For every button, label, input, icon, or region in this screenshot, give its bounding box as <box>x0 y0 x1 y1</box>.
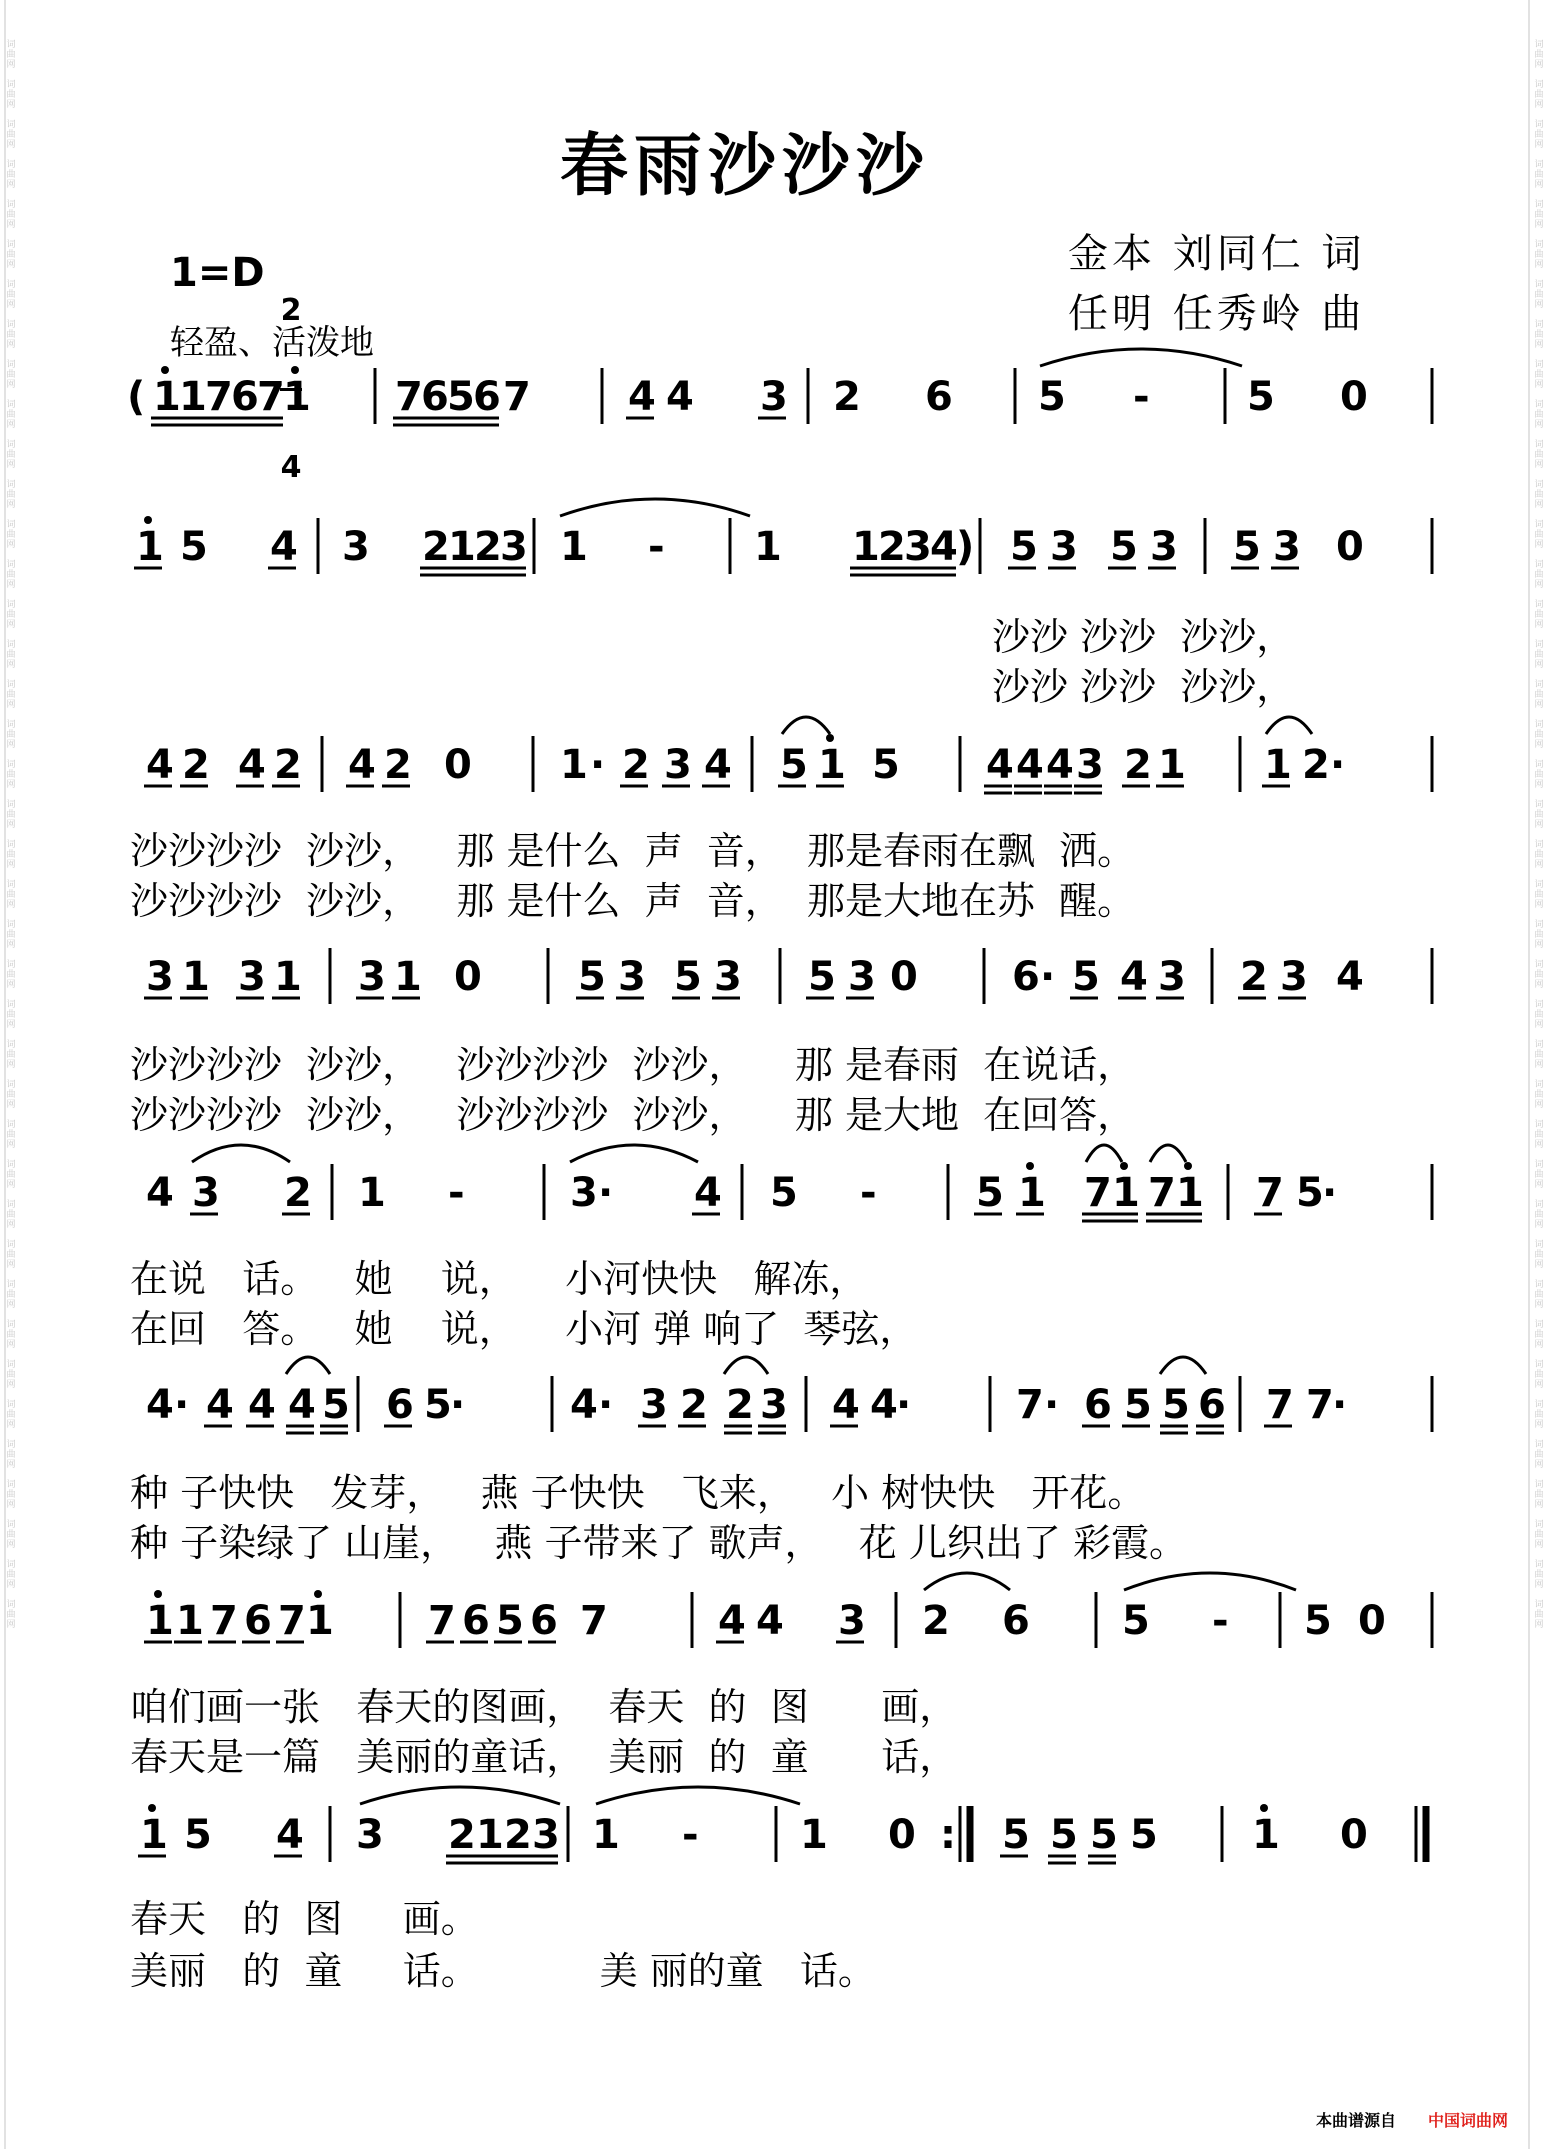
notation-symbol: : <box>940 1812 956 1858</box>
note: 0 <box>1340 374 1368 420</box>
note: 6 <box>462 1598 490 1644</box>
note: 7 <box>503 374 531 420</box>
note: 6 <box>244 1598 272 1644</box>
note: 3 <box>238 954 266 1000</box>
note: 5 <box>1072 954 1100 1000</box>
notation-symbol: · <box>1040 954 1056 1000</box>
note: 3 <box>760 1382 788 1428</box>
notation-symbol: · <box>896 1382 912 1428</box>
note: 1 <box>182 954 210 1000</box>
notation-symbol: - <box>448 1170 465 1216</box>
note: 4 <box>1046 742 1074 788</box>
notation-symbol: - <box>860 1170 877 1216</box>
note: 3 <box>1050 524 1078 570</box>
octave-dot <box>314 1590 322 1598</box>
note: 1 <box>1018 1170 1046 1216</box>
note: 3 <box>714 954 742 1000</box>
note: 4 <box>570 1382 598 1428</box>
note: 0 <box>890 954 918 1000</box>
note: 5 <box>1304 1598 1332 1644</box>
slur <box>596 1787 800 1804</box>
note: 4 <box>1120 954 1148 1000</box>
note: 6 <box>530 1598 558 1644</box>
octave-dot <box>148 1804 156 1812</box>
notation-symbol: · <box>1330 742 1346 788</box>
notation-symbol: · <box>1332 1382 1348 1428</box>
note: 4 <box>270 524 298 570</box>
note: 2 <box>422 524 450 570</box>
note: 3 <box>618 954 646 1000</box>
note: 5 <box>1124 1382 1152 1428</box>
note: 1 <box>358 1170 386 1216</box>
note: 1 <box>448 524 476 570</box>
note: 7 <box>1084 1170 1112 1216</box>
note: 0 <box>1336 524 1364 570</box>
lyric-line-2a: 沙沙 沙沙 沙沙， <box>992 615 1295 659</box>
note: 6 <box>386 1382 414 1428</box>
octave-dot <box>1184 1162 1192 1170</box>
note: 6 <box>1002 1598 1030 1644</box>
note: 1 <box>560 524 588 570</box>
note: 5 <box>872 742 900 788</box>
note: 0 <box>454 954 482 1000</box>
note: 6 <box>231 374 259 420</box>
note: 3 <box>904 524 932 570</box>
note: 4 <box>666 374 694 420</box>
note: 5 <box>578 954 606 1000</box>
note: 2 <box>726 1382 754 1428</box>
lyric-line-4b: 沙沙沙沙 沙沙， 沙沙沙沙 沙沙， 那 是大地 在回答， <box>130 1093 1136 1137</box>
note: 1 <box>306 1598 334 1644</box>
note: 0 <box>444 742 472 788</box>
note: 5 <box>674 954 702 1000</box>
note: 5 <box>808 954 836 1000</box>
octave-dot <box>1026 1162 1034 1170</box>
note: 1 <box>136 524 164 570</box>
note: 3 <box>146 954 174 1000</box>
note: 3 <box>358 954 386 1000</box>
note: 7 <box>428 1598 456 1644</box>
note: 5 <box>1122 1598 1150 1644</box>
note: 2 <box>474 524 502 570</box>
note: 4 <box>348 742 376 788</box>
note: 4 <box>986 742 1014 788</box>
note: 4 <box>248 1382 276 1428</box>
note: 2 <box>284 1170 312 1216</box>
note: 4 <box>206 1382 234 1428</box>
note: 1 <box>179 374 207 420</box>
note: 3 <box>760 374 788 420</box>
note: 1 <box>560 742 588 788</box>
left-watermark: 词 曲 网 词 曲 网 词 曲 网 词 曲 网 词 曲 网 词 曲 网 词 曲 网 词 曲 网 词 曲 网 词 曲 网 词 曲 网 词 曲 网 词 曲 网 词 曲 网 词 曲 网 词 曲 网 词 曲 网 词 曲 网 词 曲 网 词 曲 网 词 曲 网 词 曲 网 词 曲 网 词 曲 网 词 曲 网 词 曲 网 词 曲 网 词 曲 网 词 曲 网 词 曲 网 词 曲 网 词 曲 网 词 曲 网 词 曲 网 词 曲 网 词 曲 网 词 曲 网 词 曲 网 词 曲 网 词 曲 网 <box>6 40 16 1630</box>
note: 1 <box>1176 1170 1204 1216</box>
lyricist-credit: 金本 刘同仁 词 <box>1068 231 1366 277</box>
note: 2 <box>680 1382 708 1428</box>
note: 7 <box>1148 1170 1176 1216</box>
slur <box>192 1145 290 1162</box>
note: 1 <box>176 1598 204 1644</box>
note: 1 <box>800 1812 828 1858</box>
note: 2 <box>1302 742 1330 788</box>
slur <box>570 1145 698 1162</box>
note: 5 <box>976 1170 1004 1216</box>
slur <box>1150 1145 1186 1162</box>
octave-dot <box>1260 1804 1268 1812</box>
footer-source-label: 本曲谱源自 <box>1316 2111 1397 2130</box>
note: 7 <box>1016 1382 1044 1428</box>
note: 5 <box>1002 1812 1030 1858</box>
note: 3 <box>532 1812 560 1858</box>
note: 1 <box>274 954 302 1000</box>
octave-dot <box>161 366 169 374</box>
note: 5 <box>1233 524 1261 570</box>
notation-symbol: ( <box>127 374 146 420</box>
note: 6 <box>1084 1382 1112 1428</box>
note: 3 <box>838 1598 866 1644</box>
note: 7 <box>205 374 233 420</box>
note: 7 <box>278 1598 306 1644</box>
notation-symbol: - <box>1212 1598 1229 1644</box>
lyric-line-6a: 种 子快快 发芽， 燕 子快快 飞来， 小 树快快 开花。 <box>130 1471 1146 1515</box>
note: 7 <box>1306 1382 1334 1428</box>
notation-symbol: - <box>648 524 665 570</box>
note: 4 <box>832 1382 860 1428</box>
notation-symbol: · <box>598 1170 614 1216</box>
note: 4 <box>870 1382 898 1428</box>
slur <box>1266 717 1312 734</box>
lyric-line-3a: 沙沙沙沙 沙沙， 那 是什么 声 音， 那是春雨在飘 洒。 <box>130 829 1136 873</box>
octave-dot <box>154 1590 162 1598</box>
notation-symbol: · <box>450 1382 466 1428</box>
note: 5 <box>1110 524 1138 570</box>
note: 3 <box>1280 954 1308 1000</box>
note: 1 <box>592 1812 620 1858</box>
note: 1 <box>818 742 846 788</box>
note: 3 <box>342 524 370 570</box>
note: 2 <box>878 524 906 570</box>
note: 5 <box>184 1812 212 1858</box>
note: 1 <box>283 374 311 420</box>
note: 0 <box>1358 1598 1386 1644</box>
note: 6 <box>421 374 449 420</box>
octave-dot <box>291 366 299 374</box>
note: 2 <box>833 374 861 420</box>
note: 2 <box>504 1812 532 1858</box>
note: 7 <box>1266 1382 1294 1428</box>
note: 0 <box>1340 1812 1368 1858</box>
slur <box>1124 1573 1296 1590</box>
note: 7 <box>395 374 423 420</box>
note: 2 <box>182 742 210 788</box>
octave-dot <box>826 734 834 742</box>
note: 5 <box>1247 374 1275 420</box>
note: 3 <box>848 954 876 1000</box>
note: 5 <box>780 742 808 788</box>
note: 5 <box>770 1170 798 1216</box>
note: 5 <box>1010 524 1038 570</box>
note: 4 <box>1016 742 1044 788</box>
note: 5 <box>1296 1170 1324 1216</box>
note: 4 <box>756 1598 784 1644</box>
note: 4 <box>930 524 958 570</box>
note: 3 <box>1076 742 1104 788</box>
note: 3 <box>1150 524 1178 570</box>
note: 4 <box>704 742 732 788</box>
note: 7 <box>257 374 285 420</box>
slur <box>286 1357 330 1374</box>
note: 3 <box>356 1812 384 1858</box>
slur <box>782 717 830 734</box>
slur <box>1160 1357 1206 1374</box>
note: 5 <box>1050 1812 1078 1858</box>
note: 3 <box>640 1382 668 1428</box>
note: 4 <box>146 1170 174 1216</box>
note: 5 <box>1090 1812 1118 1858</box>
note: 5 <box>447 374 475 420</box>
note: 2 <box>1124 742 1152 788</box>
footer-site-name[interactable]: 中国词曲网 <box>1428 2111 1509 2130</box>
note: 1 <box>754 524 782 570</box>
notation-symbol: · <box>590 742 606 788</box>
note: 4 <box>146 742 174 788</box>
note: 4 <box>276 1812 304 1858</box>
notation-symbol: · <box>598 1382 614 1428</box>
note: 5 <box>1130 1812 1158 1858</box>
note: 4 <box>238 742 266 788</box>
note: 5 <box>180 524 208 570</box>
note: 5 <box>1162 1382 1190 1428</box>
slur <box>360 1787 560 1804</box>
note: 3 <box>570 1170 598 1216</box>
slur <box>560 499 750 516</box>
octave-dot <box>1120 1162 1128 1170</box>
note: 1 <box>852 524 880 570</box>
octave-dot <box>144 516 152 524</box>
note: 0 <box>888 1812 916 1858</box>
note: 3 <box>500 524 528 570</box>
note: 1 <box>140 1812 168 1858</box>
note: 1 <box>1252 1812 1280 1858</box>
song-title: 春雨沙沙沙 <box>560 126 931 206</box>
notation-symbol: · <box>174 1382 190 1428</box>
note: 7 <box>580 1598 608 1644</box>
slur <box>1040 349 1242 366</box>
note: 2 <box>448 1812 476 1858</box>
note: 2 <box>384 742 412 788</box>
note: 2 <box>922 1598 950 1644</box>
time-denominator: 4 <box>280 450 302 485</box>
note: 6 <box>1012 954 1040 1000</box>
note: 3 <box>1158 954 1186 1000</box>
note: 1 <box>153 374 181 420</box>
note: 1 <box>394 954 422 1000</box>
notation-symbol: - <box>1133 374 1150 420</box>
key-signature: 1=D <box>170 250 265 296</box>
note: 1 <box>1112 1170 1140 1216</box>
note: 1 <box>146 1598 174 1644</box>
time-numerator: 2 <box>280 293 302 328</box>
note: 1 <box>1264 742 1292 788</box>
note: 4 <box>694 1170 722 1216</box>
note: 6 <box>1198 1382 1226 1428</box>
note: 7 <box>210 1598 238 1644</box>
note: 5 <box>424 1382 452 1428</box>
note: 4 <box>288 1382 316 1428</box>
right-watermark: 词 曲 网 词 曲 网 词 曲 网 词 曲 网 词 曲 网 词 曲 网 词 曲 网 词 曲 网 词 曲 网 词 曲 网 词 曲 网 词 曲 网 词 曲 网 词 曲 网 词 曲 网 词 曲 网 词 曲 网 词 曲 网 词 曲 网 词 曲 网 词 曲 网 词 曲 网 词 曲 网 词 曲 网 词 曲 网 词 曲 网 词 曲 网 词 曲 网 词 曲 网 词 曲 网 词 曲 网 词 曲 网 词 曲 网 词 曲 网 词 曲 网 词 曲 网 词 曲 网 词 曲 网 词 曲 网 词 曲 网 <box>1534 40 1544 1630</box>
note: 3 <box>664 742 692 788</box>
lyric-line-7a: 咱们画一张 春天的图画， 春天 的 图 画， <box>130 1685 958 1729</box>
note: 2 <box>274 742 302 788</box>
notation-symbol: · <box>1322 1170 1338 1216</box>
note: 7 <box>1256 1170 1284 1216</box>
note: 3 <box>192 1170 220 1216</box>
note: 5 <box>1038 374 1066 420</box>
slur <box>724 1357 768 1374</box>
lyric-line-8a: 春天 的 图 画。 <box>130 1897 479 1941</box>
notation-symbol: ) <box>956 524 975 570</box>
note: 4 <box>718 1598 746 1644</box>
lyric-line-5b: 在回 答。 她 说， 小河 弹 响了 琴弦， <box>130 1307 918 1351</box>
note: 4 <box>1336 954 1364 1000</box>
lyric-line-2b: 沙沙 沙沙 沙沙， <box>992 665 1295 709</box>
note: 1 <box>1158 742 1186 788</box>
lyric-line-3b: 沙沙沙沙 沙沙， 那 是什么 声 音， 那是大地在苏 醒。 <box>130 879 1136 923</box>
note: 5 <box>496 1598 524 1644</box>
lyric-line-5a: 在说 话。 她 说， 小河快快 解冻， <box>130 1257 868 1301</box>
slur <box>924 1573 1010 1590</box>
note: 6 <box>925 374 953 420</box>
lyric-line-6b: 种 子染绿了 山崖， 燕 子带来了 歌声， 花 儿织出了 彩霞。 <box>130 1521 1187 1565</box>
note: 4 <box>146 1382 174 1428</box>
tempo-marking: 轻盈、活泼地 <box>170 323 374 363</box>
notation-symbol: - <box>682 1812 699 1858</box>
lyric-line-4a: 沙沙沙沙 沙沙， 沙沙沙沙 沙沙， 那 是春雨 在说话， <box>130 1043 1136 1087</box>
notation-symbol: · <box>1044 1382 1060 1428</box>
note: 2 <box>1240 954 1268 1000</box>
note: 4 <box>628 374 656 420</box>
note: 3 <box>1273 524 1301 570</box>
composer-credit: 任明 任秀岭 曲 <box>1068 291 1366 337</box>
lyric-line-8b: 美丽 的 童 话。 美 丽的童 话。 <box>130 1949 876 1993</box>
note: 5 <box>322 1382 350 1428</box>
note: 2 <box>622 742 650 788</box>
lyric-line-7b: 春天是一篇 美丽的童话， 美丽 的 童 话， <box>130 1735 958 1779</box>
slur <box>1086 1145 1122 1162</box>
note: 6 <box>473 374 501 420</box>
note: 1 <box>476 1812 504 1858</box>
